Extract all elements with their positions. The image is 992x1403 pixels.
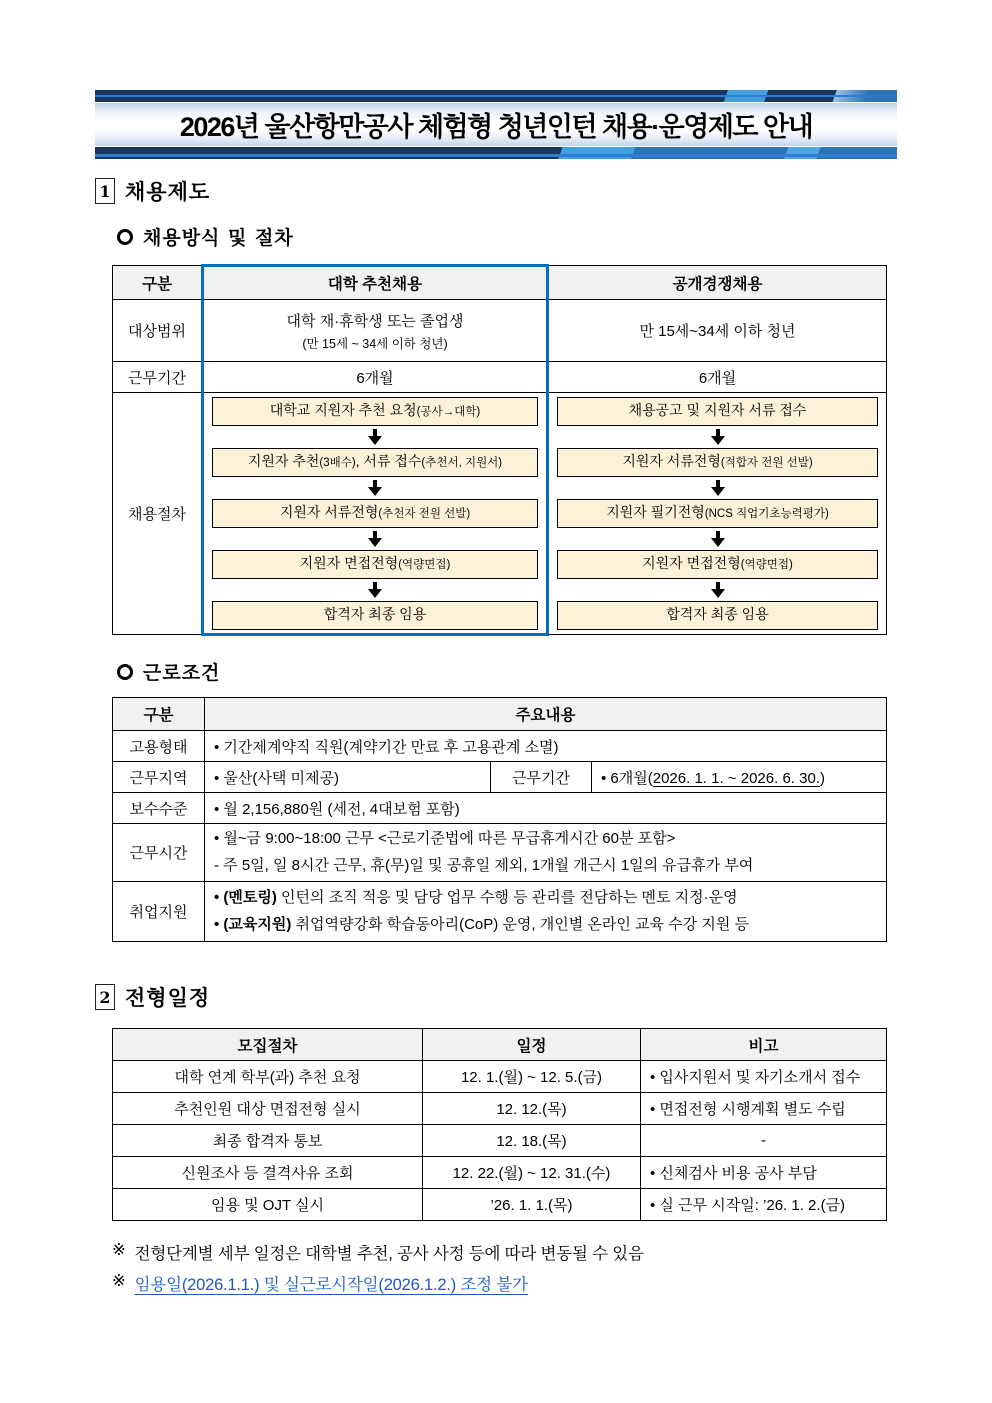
table-cell	[205, 824, 887, 882]
target-univ-line2: (만 15세 ~ 34세 이하 청년)	[302, 336, 448, 351]
table-cell: 만 15세~34세 이하 청년	[548, 300, 887, 362]
subsection-recruit-method-title: 채용방식 및 절차	[143, 227, 294, 249]
down-arrow-icon	[212, 429, 538, 445]
row-label: 고용형태	[113, 731, 205, 762]
flow-step-subtext: (공사→대학)	[416, 405, 481, 418]
schedule-step: 신원조사 등 결격사유 조회	[113, 1157, 423, 1189]
row-label: 보수수준	[113, 793, 205, 824]
flow-step-text: 지원자 서류전형	[279, 503, 379, 520]
schedule-date: 12. 1.(월) ~ 12. 5.(금)	[423, 1061, 641, 1093]
flow-step	[212, 550, 538, 579]
section-2-title: 전형일정	[125, 985, 211, 1010]
banner-bottom-bar	[95, 147, 897, 159]
flow-step	[212, 601, 538, 630]
table-cell: 6개월	[548, 362, 887, 393]
table-cell	[205, 882, 887, 942]
target-univ-line1: 대학 재·휴학생 또는 졸업생	[286, 312, 464, 330]
schedule-date: 12. 18.(목)	[423, 1125, 641, 1157]
circle-bullet-icon	[117, 229, 133, 245]
row-label: 취업지원	[113, 882, 205, 942]
support-line2-bold: • (교육지원)	[214, 915, 292, 933]
flow-step-subtext: (3배수)	[319, 456, 356, 469]
row-label: 근무시간	[113, 824, 205, 882]
flow-step-text: , 서류 접수	[355, 452, 422, 469]
flow-step-subtext: (적합자 전원 선발)	[720, 457, 813, 469]
section-number-box: 1	[95, 178, 115, 204]
flow-step	[557, 499, 878, 528]
work-conditions-table	[112, 697, 887, 942]
flow-step-text: 지원자 면접전형	[299, 554, 399, 571]
flow-step	[212, 397, 538, 426]
title-banner	[95, 90, 897, 160]
flow-step-text: 합격자 최종 임용	[666, 606, 769, 622]
flow-step-text: 대학교 지원자 추천 요청	[269, 401, 417, 418]
subsection-work-conditions-heading	[117, 658, 220, 685]
down-arrow-icon	[557, 480, 878, 496]
flow-step-text: 지원자 필기전형	[606, 504, 705, 520]
column-header: 구분	[113, 266, 203, 300]
schedule-note: -	[641, 1125, 887, 1157]
flow-step-subtext: (역량면접)	[398, 558, 451, 571]
period-dates: 2026. 1. 1. ~ 2026. 6. 30.	[652, 769, 820, 787]
table-cell: • 울산(사택 미제공)	[205, 762, 491, 793]
column-header: 주요내용	[205, 698, 887, 731]
flow-step	[557, 550, 878, 579]
univ-process-cell	[203, 393, 548, 635]
flow-step-text: 지원자 서류전형	[622, 453, 721, 469]
schedule-date: 12. 12.(목)	[423, 1093, 641, 1125]
column-header-open: 공개경쟁채용	[548, 266, 887, 300]
circle-bullet-icon	[117, 664, 133, 680]
table-cell	[203, 300, 548, 362]
period-suffix: )	[819, 769, 825, 787]
footnote-1-text: 전형단계별 세부 일정은 대학별 추천, 공사 사정 등에 따라 변동될 수 있음	[134, 1245, 644, 1263]
down-arrow-icon	[557, 582, 878, 598]
banner-body	[95, 102, 897, 147]
support-line1-bold: • (멘토링)	[214, 889, 277, 907]
schedule-note: • 면접전형 시행계획 별도 수립	[641, 1093, 887, 1125]
flow-step-text: 지원자 면접전형	[642, 555, 741, 571]
column-header: 모집절차	[113, 1029, 423, 1061]
banner-bottom-line	[95, 154, 897, 157]
schedule-step: 임용 및 OJT 실시	[113, 1189, 423, 1221]
flow-step-subtext: (역량면접)	[740, 559, 793, 571]
support-line1	[214, 885, 880, 911]
schedule-table	[112, 1028, 887, 1221]
univ-flow	[210, 396, 540, 631]
footnote-1	[112, 1240, 644, 1264]
footnote-2-link[interactable]: 임용일(2026.1.1.) 및 실근로시작일(2026.1.2.) 조정 불가	[134, 1276, 528, 1294]
subsection-work-conditions-title: 근로조건	[143, 662, 221, 684]
table-cell	[592, 762, 887, 793]
document-title: 2026년 울산항만공사 체험형 청년인턴 채용·운영제도 안내	[179, 112, 813, 142]
schedule-note: • 실 근무 시작일: ’26. 1. 2.(금)	[641, 1189, 887, 1221]
schedule-date: 12. 22.(월) ~ 12. 31.(수)	[423, 1157, 641, 1189]
hours-line2: - 주 5일, 일 8시간 근무, 휴(무)일 및 공휴일 제외, 1개월 개근시 1일의 유급휴가 부여	[214, 856, 754, 874]
down-arrow-icon	[212, 480, 538, 496]
down-arrow-icon	[557, 531, 878, 547]
section-number-box: 2	[95, 984, 115, 1010]
footnote-2	[112, 1271, 528, 1295]
flow-step-text: 지원자 추천	[247, 452, 320, 469]
support-line2	[214, 912, 880, 938]
flow-step	[557, 601, 878, 630]
banner-top-bar	[95, 90, 897, 102]
row-label: 대상범위	[113, 300, 203, 362]
period-prefix: • 6개월(	[601, 769, 653, 787]
banner-top-line	[95, 95, 897, 98]
reference-mark-icon: ※	[112, 1241, 126, 1259]
support-line2-text: 취업역량강화 학습동아리(CoP) 운영, 개인별 온라인 교육 수강 지원 등	[291, 915, 749, 933]
section-1-title: 채용제도	[125, 179, 211, 204]
flow-step-subtext: (추천서, 지원서)	[421, 456, 503, 469]
flow-step-text: 합격자 최종 임용	[323, 605, 427, 622]
flow-step	[557, 397, 878, 426]
column-header: 일정	[423, 1029, 641, 1061]
row-label: 근무기간	[491, 762, 592, 793]
row-label: 근무기간	[113, 362, 203, 393]
down-arrow-icon	[212, 582, 538, 598]
table-row	[113, 1157, 887, 1189]
section-2-heading	[95, 982, 210, 1012]
flow-step	[212, 499, 538, 528]
schedule-date: ’26. 1. 1.(목)	[423, 1189, 641, 1221]
flow-step-text: 채용공고 및 지원자 서류 접수	[628, 402, 807, 418]
schedule-note: • 신체검사 비용 공사 부담	[641, 1157, 887, 1189]
table-row	[113, 1125, 887, 1157]
table-row	[113, 1061, 887, 1093]
down-arrow-icon	[212, 531, 538, 547]
support-line1-text: 인턴의 조직 적응 및 담당 업무 수행 등 관리를 전담하는 멘토 지정·운영	[276, 889, 738, 907]
table-row	[113, 1189, 887, 1221]
column-header: 비고	[641, 1029, 887, 1061]
reference-mark-icon: ※	[112, 1272, 126, 1290]
schedule-step: 추천인원 대상 면접전형 실시	[113, 1093, 423, 1125]
flow-step-subtext: (추천자 전원 선발)	[378, 507, 471, 520]
table-row	[113, 1093, 887, 1125]
open-process-cell	[548, 393, 887, 635]
row-label: 근무지역	[113, 762, 205, 793]
flow-step-subtext: (NCS 직업기초능력평가)	[704, 508, 829, 520]
section-1-heading	[95, 176, 210, 206]
table-cell: • 기간제계약직 직원(계약기간 만료 후 고용관계 소멸)	[205, 731, 887, 762]
schedule-note: • 입사지원서 및 자기소개서 접수	[641, 1061, 887, 1093]
table-cell: • 월 2,156,880원 (세전, 4대보험 포함)	[205, 793, 887, 824]
recruit-method-table	[112, 264, 887, 636]
table-cell: 6개월	[203, 362, 548, 393]
flow-step	[557, 448, 878, 477]
row-label: 채용절차	[113, 393, 203, 635]
column-header-univ: 대학 추천채용	[203, 266, 548, 300]
subsection-recruit-method-heading	[117, 223, 294, 250]
column-header: 구분	[113, 698, 205, 731]
schedule-step: 최종 합격자 통보	[113, 1125, 423, 1157]
schedule-step: 대학 연계 학부(과) 추천 요청	[113, 1061, 423, 1093]
open-flow	[555, 396, 880, 631]
down-arrow-icon	[557, 429, 878, 445]
flow-step	[212, 448, 538, 477]
hours-line1: • 월~금 9:00~18:00 근무 <근로기준법에 따른 무급휴게시간 60분 포함>	[214, 830, 676, 848]
